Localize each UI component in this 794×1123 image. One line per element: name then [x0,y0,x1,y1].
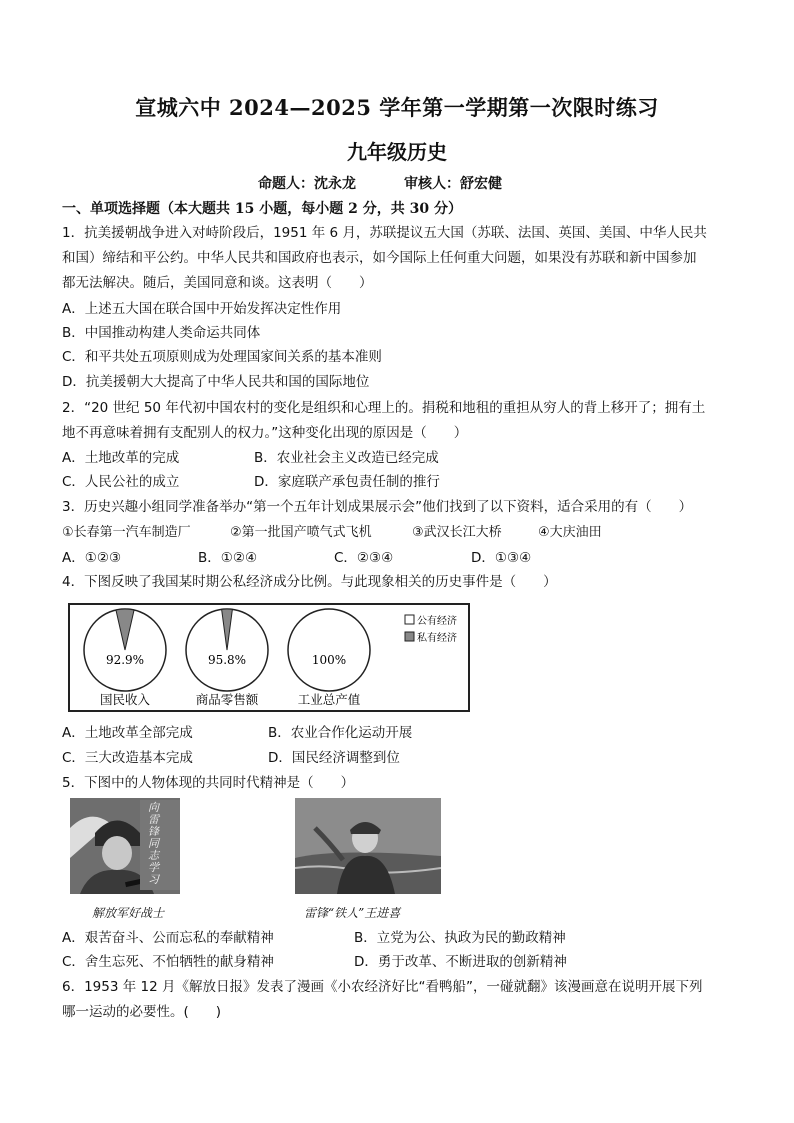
q1-stem-line-2: 和国）缔结和平公约。中华人民共和国政府也表示，如今国际上任何重大问题，如果没有苏联和新中国参加 [62,250,697,266]
wang-jinxi-photo [295,798,441,894]
pie-category-label: 商品零售额 [195,692,259,707]
q1-option-b: B．中国推动构建人类命运共同体 [62,325,261,341]
q3-stem: 3．历史兴趣小组同学准备举办“第一个五年计划成果展示会”他们找到了以下资料，适合采用的有（ ） [62,499,693,515]
q2-stem-line-1: 2．“20 世纪 50 年代初中国农村的变化是组织和心理上的。捐税和地租的重担从穷人的背上移开了；拥有土 [62,400,706,416]
photo-divider [181,798,183,894]
pie-value-label: 100% [311,653,347,667]
q5-option-c: C．舍生忘死、不怕牺牲的献身精神 [62,954,274,970]
photo-caption-right: 雷锋“铁人”王进喜 [304,906,401,920]
q1-stem-line-3: 都无法解决。随后，美国同意和谈。这表明（ ） [62,275,373,291]
legend-private-swatch [405,632,414,641]
q1-option-c: C．和平共处五项原则成为处理国家间关系的基本准则 [62,349,382,365]
legend-public-swatch [405,615,414,624]
q2-option-b: B．农业社会主义改造已经完成 [254,450,439,466]
exam-title: 宣城六中 2024—2025 学年第一学期第一次限时练习 [135,95,659,120]
q5-options-row-2 [62,953,622,971]
q5-stem: 5．下图中的人物体现的共同时代精神是（ ） [62,775,355,791]
q5-option-a: A．艰苦奋斗、公而忘私的奉献精神 [62,930,274,946]
q3-option-b: B．①②④ [198,550,258,566]
q2-option-d: D．家庭联产承包责任制的推行 [254,474,440,490]
q1-stem-line-1: 1．抗美援朝战争进入对峙阶段后，1951 年 6 月，苏联提议五大国（苏联、法国、英国、美国、中华人民共 [62,225,707,241]
section-title: 一、单项选择题（本大题共 15 小题，每小题 2 分，共 30 分） [62,201,462,217]
q1-option-d: D．抗美援朝大大提高了中华人民共和国的国际地位 [62,374,370,390]
wang-jinxi-figure-icon [295,798,441,894]
q5-option-b: B．立党为公、执政为民的勤政精神 [354,930,566,946]
lei-feng-calligraphy: 向雷锋同志学习 [148,801,159,886]
q1-option-a: A．上述五大国在联合国中开始发挥决定性作用 [62,301,342,317]
pie-charts-svg [70,605,467,709]
q4-options-row-1 [62,724,582,742]
q4-option-a: A．土地改革全部完成 [62,725,193,741]
q3-option-d: D．①③④ [471,550,532,566]
pie-public-slice [288,609,370,691]
q2-options-row-1 [62,449,582,467]
q3-option-a: A．①②③ [62,550,122,566]
q6-stem-line-2: 哪一运动的必要性。( ) [62,1004,222,1020]
q4-option-c: C．三大改造基本完成 [62,750,193,766]
q4-stem: 4．下图反映了我国某时期公私经济成分比例。与此现象相关的历史事件是（ ） [62,574,557,590]
pie-chart-panel [68,603,470,712]
pie-value-label: 92.9% [105,653,145,667]
pie-value-label: 95.8% [207,653,247,667]
photo-caption-left: 解放军好战士 [92,906,165,920]
legend-private-label: 私有经济 [417,633,457,644]
q4-option-b: B．农业合作化运动开展 [268,725,413,741]
q4-option-d: D．国民经济调整到位 [268,750,400,766]
pie-category-label: 工业总产值 [297,692,361,707]
q3-material-1: ①长春第一汽车制造厂 [62,525,191,540]
q2-option-c: C．人民公社的成立 [62,474,180,490]
legend-public-label: 公有经济 [417,616,457,627]
pie-category-label: 国民收入 [99,692,151,707]
q4-options-row-2 [62,749,582,767]
q5-option-d: D．勇于改革、不断进取的创新精神 [354,954,567,970]
q3-material-2: ②第一批国产喷气式飞机 [230,525,372,540]
exam-authors [258,173,502,193]
q2-stem-line-2: 地不再意味着拥有支配别人的权力。”这种变化出现的原因是（ ） [62,425,468,441]
q3-material-3: ③武汉长江大桥 [412,525,502,540]
lei-feng-calligraphy-panel [140,800,180,890]
q2-options-row-2 [62,473,582,491]
q3-option-c: C．②③④ [334,550,394,566]
q5-options-row-1 [62,929,622,947]
q6-stem-line-1: 6．1953 年 12 月《解放日报》发表了漫画《小农经济好比“看鸭船”，一碰就翻》该漫画意在说明开展下列 [62,979,703,995]
reviewer-name: 审核人：舒宏健 [404,176,502,192]
author-name: 命题人：沈永龙 [258,176,356,192]
q2-option-a: A．土地改革的完成 [62,450,180,466]
exam-subtitle: 九年级历史 [347,140,447,164]
q3-material-4: ④大庆油田 [538,525,602,540]
